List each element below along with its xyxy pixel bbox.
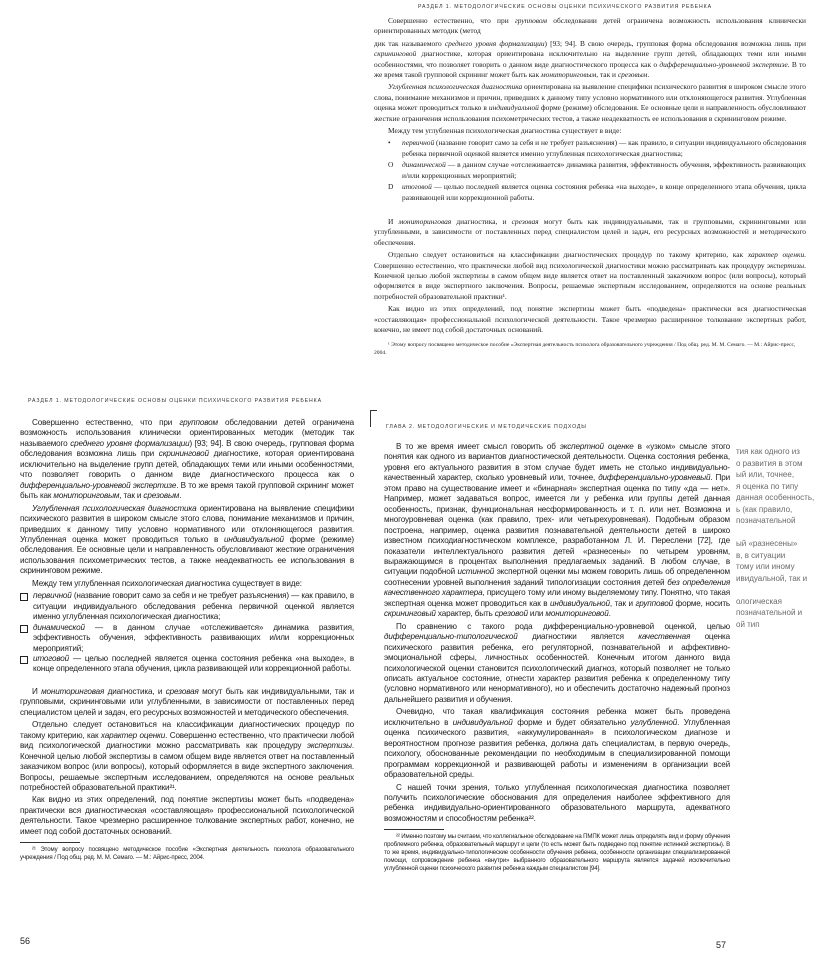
paragraph: Между тем углубленная психологическая диагностика существует в виде: <box>32 578 302 588</box>
bullet-icon: • <box>388 138 391 148</box>
paragraph: По сравнению с такого рода дифференциально-уровневой оценкой, целью дифференциально-типологической диагностики является качественная оценка психического развития ребенка, его регуляторной, познавательной и аффективно-эмоциональной сферы, личностных особенностей. Конечным итогом данного вида психологической оценки становится психологический диагноз, который позволяет не только описать актуальное состояние, отнести характер развития ребенка к определенному типу (условно нормативного или ненормативного), но и обеспечить достаточно надежный прогноз дальнейшего развития и обучения. <box>384 621 731 704</box>
paragraph: Отдельно следует остановиться на классификации диагностических процедур по такому критерию, как характер оценки. Совершенно естественно, что практически любой вид психологической диагностики можно рассматривать как процедуру экспертизы. Конечной целью любой экспертизы в самом общем виде является ответ на поставленный заказчиком вопрос (или вопросы), который оформляется в виде экспертного заключения. Вопросы, решаемые экспертным исследованием, определяются на основе реальных потребностей образовательной практики¹. <box>374 250 806 301</box>
paragraph: Совершенно естественно, что при групповом обследовании детей ограничена возможность использования клинически ориентированных методик (метод <box>374 16 806 36</box>
paragraph: С нашей точки зрения, только углубленная психологическая диагностика позволяет получить психологические обоснования для определения наиболее эффективного для ребенка индивидуально-ориентированного образовательного маршрута, адекватного возможностям и способностям ребенка²². <box>384 782 730 823</box>
paragraph: дик так называемого среднего уровня формализации) [93; 94]. В свою очередь, групповая форма обследования возможна лишь при скрининговой диагностике, которая ориентирована исключительно на выделение групп детей, обладающих теми или иными особенностями, что позволяет говорить о данном виде диагностического процесса как о дифференциально-уровневой экспертизе. В то же время такой групповой скрининг может быть как мониторинговым, так и срезовым. <box>374 38 806 80</box>
paragraph: И мониторинговая диагностика, и срезовая могут быть как индивидуальными, так и групповыми, скрининговыми или углубленными, в зависимости от поставленных перед специалистом целей и задач, его ресурсных возможностей и методического обеспечения. <box>374 216 806 247</box>
running-header: ГЛАВА 2. МЕТОДОЛОГИЧЕСКИЕ И МЕТОДИЧЕСКИЕ ПОДХОДЫ <box>386 424 587 430</box>
page-number: 56 <box>20 936 31 946</box>
bullet-list <box>388 138 806 202</box>
book-page-right <box>384 442 730 873</box>
checkbox-list <box>20 591 354 675</box>
footnote-rule <box>20 842 80 843</box>
page-number: 57 <box>716 940 727 950</box>
bullet-icon: D <box>388 182 394 192</box>
paragraph: Между тем углубленная психологическая диагностика существует в виде: <box>388 126 622 136</box>
list-item: первичной (название говорит само за себя и не требует разъяснения) — как правило, в ситуации индивидуального обследования ребенка первичной оценкой является именно углубленная психологическая диагностика; <box>20 591 354 622</box>
square-bullet-icon <box>20 593 28 601</box>
list-item: • первичной (название говорит само за себя и не требует разъяснения) — как правило, в ситуации индивидуального обследования ребенка первичной оценкой является именно углубленная психологическая диагностика; <box>388 138 806 158</box>
typed-page <box>374 16 806 357</box>
paragraph: Совершенно естественно, что при групповом обследовании детей ограничена возможность использования клинически ориентированных методик (методик так называемого среднего уровня формализации) [93; 94]. В свою очередь, групповая форма обследования возможна лишь при скрининговой диагностике, которая ориентирована исключительно на выделение групп детей, обладающих теми или иными особенностями, что позволяет говорить о данном виде диагностического процесса как о дифференциально-уровневой экспертизе. В то же время такой групповой скрининг может быть как мониторинговым, так и срезовым. <box>20 418 354 501</box>
footnote: ¹ Этому вопросу посвящено методическое пособие «Экспертная деятельность психолога образовательного учреждения / Под общ. ред. М. М. Семаго. — М.: Айрис-пресс, 2004. <box>374 342 796 357</box>
page-corner-mark <box>370 410 377 427</box>
book-page-left <box>20 418 354 862</box>
paragraph: Как видно из этих определений, под понятие экспертизы может быть «подведена» практически вся диагностическая «составляющая» профессиональной психологической деятельности. Такое чрезмерно расширенное толкование экспертных работ, конечно, не имеет под собой достаточных оснований. <box>20 795 354 836</box>
footnote: ²² Именно поэтому мы считаем, что коллегиальное обследование на ПМПК может лишь определять вид и форму обучения проблемного ребенка, образовательный маршрут и цели (то есть может быть подведено под понятие истинной экспертизы). В то же время, индивидуально-типологические особенности обучения ребенка, особенности организации специализированной помощи, сопровождение ребенка «внутри» выбранного образовательного маршрута является задачей исключительно углубленной оценки психического развития ребенка каждым специалистом [94]. <box>384 833 730 873</box>
paragraph: Углубленная психологическая диагностика ориентирована на выявление специфики психического развития в широком смысле этого слова, понимание механизмов и причин, приведших к данному типу условно нормативного или отклоняющегося развития. Углубленная оценка может проводиться только в индивидуальной форме (режиме) обследования. Ее основные цели и направленность обусловливают жесткие ограничения использования психометрических тестов, а также неадекватность ее использования в скрининговом режиме. <box>20 503 355 576</box>
paragraph: И мониторинговая диагностика, и срезовая могут быть как индивидуальными, так и групповыми, скрининговыми или углубленными, в зависимости от поставленных перед специалистом целей и задач, его ресурсных возможностей и методического обеспечения. <box>20 686 354 717</box>
bleed-through-column: тия как одного из о развития в этом ый или, точнее, я оценка по типу данная особенность, ь (как правило, позначательной ый «разнесены» в, в ситуации тому или иному ивидуальной, так и ологическая позначательной и ой тип <box>736 447 815 629</box>
footnote: ²¹ Этому вопросу посвящено методическое пособие «Экспертная деятельность психолога образовательного учреждения / Под общ. ред. М. М. Семаго. — М.: Айрис-пресс, 2004. <box>20 846 354 862</box>
paragraph: Как видно из этих определений, под понятие экспертизы может быть «подведена» практически вся диагностическая «составляющая» профессиональной психологической деятельности. Такое чрезмерно расширенное толкование экспертных работ, конечно, не имеет под собой достаточных оснований. <box>374 304 806 334</box>
running-header: РАЗДЕЛ 1. МЕТОДОЛОГИЧЕСКИЕ ОСНОВЫ ОЦЕНКИ ПСИХИЧЕСКОГО РАЗВИТИЯ РЕБЕНКА <box>418 4 712 10</box>
paragraph: Очевидно, что такая квалификация состояния ребенка может быть проведена исключительно в индивидуальной форме и будет обязательно углубленной. Углубленная оценка психического развития, «аккумулированная» в психологическом диагнозе и вероятностном прогнозе развития ребенка, должна дать специалистам, в первую очередь, психологу, обоснованные рекомендации по необходимым в специализированной помощи программам коррекционной и развивающей работы и изменениям в организации всей образовательной среды. <box>384 707 731 780</box>
paragraph: В то же время имеет смысл говорить об экспертной оценке в «узком» смысле этого понятия как одного из вариантов диагностической деятельности. Оценка состояния ребенка, уровня его актуального развития в этом случае будет иметь не столько индивидуально-качественный характер, сколько уровневый или, точнее, дифференциально-уровневый. При этом право на существование имеет и «бинарная» экспертная оценка по типу «да — нет». Например, может задаваться вопрос, имеется ли у ребенка или группы детей данная особенность, признак, функциональная несформированность и т. п. или нет. Возможна и многоуровневая оценка (как правило, трех- или четырехуровневая). Подобным образом построена, например, оценка развития познавательной деятельности детей в широко известном психодиагностическом комплексе, разработанном Л. И. Переслени [72], где показатели интеллектуального развития детей «разнесены» по четырем уровням, выражающимся в процентах выполнения предлагаемых заданий. В любом случае, в ситуации подобной истинной экспертной оценки мы можем говорить лишь об определенном соотнесении уровней выполнения заданий типологизации состояния детей без определения качественного характера, присущего тому или иному выделяемому типу. Понятно, что такая экспертная оценка может проводиться как в индивидуальной, так и групповой форме, носить скрининговый характер, быть срезовой или мониторинговой. <box>384 442 731 619</box>
list-item: О динамической — в данном случае «отслеживается» динамика развития, эффективность обучения, эффективность развивающих и/или коррекционных мероприятий; <box>388 160 806 180</box>
list-item: D итоговой — целью последней является оценка состояния ребенка «на выходе», в конце определенного этапа обучения, цикла развивающей или коррекционной работы. <box>388 182 806 202</box>
list-item: итоговой — целью последней является оценка состояния ребенка «на выходе», в конце определенного этапа обучения, цикла развивающей или коррекционной работы. <box>20 654 354 675</box>
list-item: динамической — в данном случае «отслеживается» динамика развития, эффективность обучения, эффективность развивающих и/или коррекционных мероприятий; <box>20 623 354 654</box>
footnote-rule <box>384 829 444 830</box>
bullet-icon: О <box>388 160 394 170</box>
running-header: РАЗДЕЛ 1. МЕТОДОЛОГИЧЕСКИЕ ОСНОВЫ ОЦЕНКИ ПСИХИЧЕСКОГО РАЗВИТИЯ РЕБЕНКА <box>28 398 322 404</box>
square-bullet-icon <box>20 625 28 633</box>
paragraph: Углубленная психологическая диагностика ориентирована на выявление специфики психического развития в широком смысле этого слова, понимание механизмов и причин, приведших к данному типу условно нормативного или отклоняющегося развития. Углубленная оценка может проводиться только в индивидуальной форме (режиме) обследования. Ее основные цели и направленность обусловливают жесткие ограничения использования психометрических тестов, а также неадекватность ее использования в скрининговом режиме. <box>374 82 807 123</box>
paragraph: Отдельно следует остановиться на классификации диагностических процедур по такому критерию, как характер оценки. Совершенно естественно, что практически любой вид психологической диагностики можно рассматривать как процедуру экспертизы. Конечной целью любой экспертизы в самом общем виде является ответ на поставленный заказчиком вопрос (или вопросы), который оформляется в виде экспертного заключения. Вопросы, решаемые экспертным исследованием, определяются на основе реальных потребностей образовательной практики²¹. <box>20 720 355 792</box>
square-bullet-icon <box>20 656 28 664</box>
